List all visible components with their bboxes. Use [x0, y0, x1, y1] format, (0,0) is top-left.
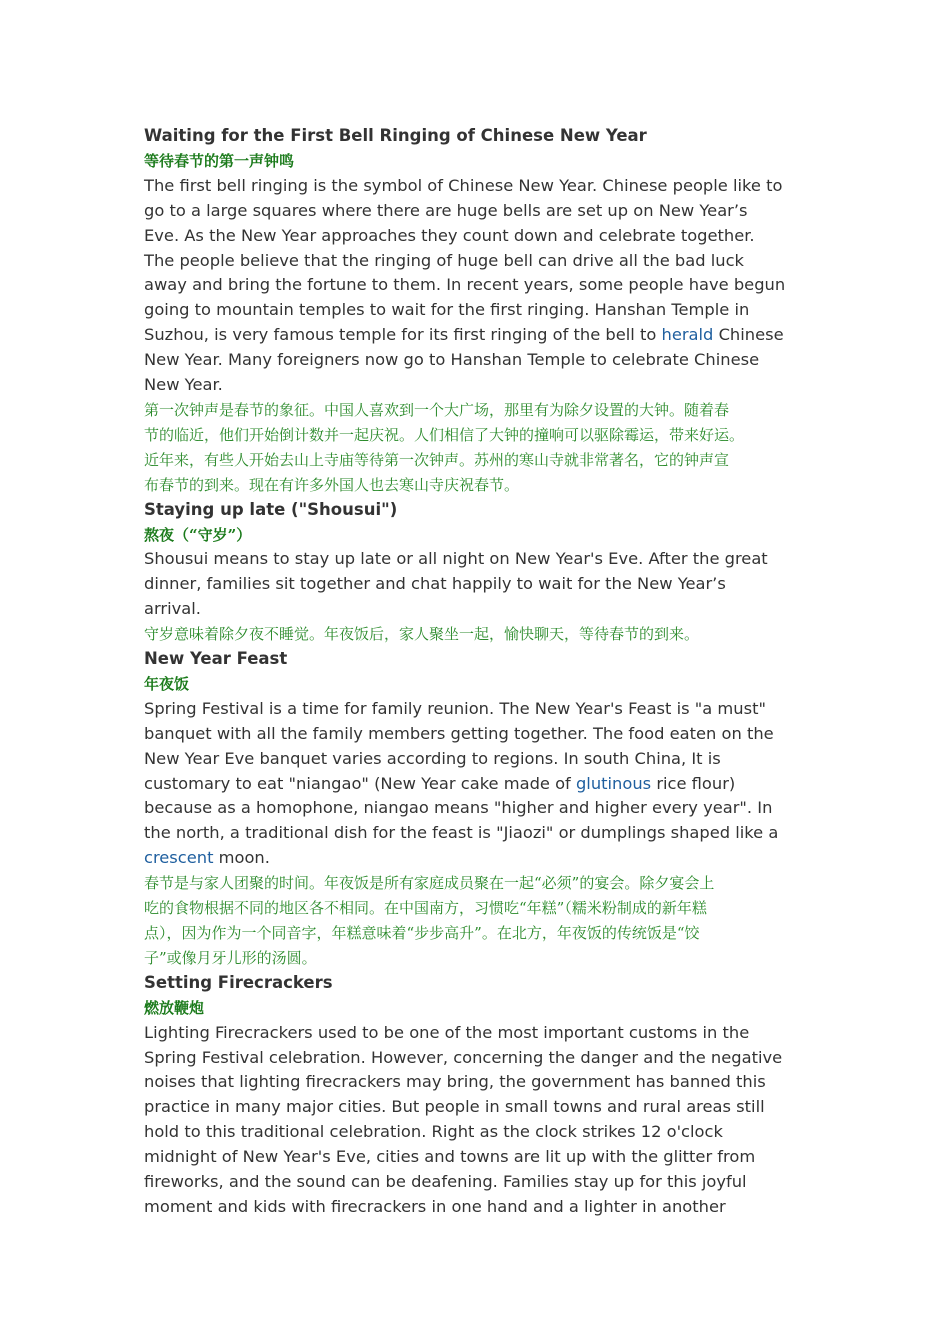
- english-line: New Year. Many foreigners now go to Hanshan Temple to celebrate Chinese: [144, 350, 760, 370]
- english-line: moment and kids with firecrackers in one hand and a lighter in another: [144, 1196, 726, 1216]
- chinese-line: 守岁意味着除夕夜不睡觉。年夜饭后，家人聚坐一起，愉快聊天，等待春节的到来。: [144, 625, 700, 644]
- chinese-line: 第一次钟声是春节的象征。中国人喜欢到一个大广场，那里有为除夕设置的大钟。随着春: [144, 400, 730, 419]
- crescent-link[interactable]: crescent: [144, 848, 214, 868]
- section-new-year-feast: [144, 647, 820, 971]
- english-line: the north, a traditional dish for the feast is "Jiaozi" or dumplings shaped like a: [144, 823, 779, 843]
- english-line: Lighting Firecrackers used to be one of the most important customs in the: [144, 1022, 750, 1042]
- english-line: arrival.: [144, 599, 201, 619]
- chinese-line: 春节是与家人团聚的时间。年夜饭是所有家庭成员聚在一起“必须”的宴会。除夕宴会上: [144, 874, 715, 893]
- english-line: banquet with all the family members getting together. The food eaten on the: [144, 723, 774, 743]
- section-title-chinese: 燃放鞭炮: [144, 998, 205, 1017]
- section-title-chinese: 熬夜（“守岁”）: [144, 525, 252, 544]
- herald-link[interactable]: herald: [661, 325, 714, 345]
- section-title-chinese: 年夜饭: [144, 674, 190, 693]
- english-line: noises that lighting firecrackers may bring, the government has banned this: [144, 1072, 766, 1092]
- english-line: Eve. As the New Year approaches they count down and celebrate together.: [144, 225, 755, 245]
- english-line: The people believe that the ringing of huge bell can drive all the bad luck: [144, 250, 744, 270]
- chinese-line: 吃的食物根据不同的地区各不相同。在中国南方，习惯吃“年糕”（糯米粉制成的新年糕: [144, 899, 707, 918]
- text-after-link: rice flour): [651, 773, 736, 793]
- english-line: The first bell ringing is the symbol of Chinese New Year. Chinese people like to: [144, 175, 783, 195]
- section-shousui: [144, 498, 820, 647]
- section-title: Staying up late ("Shousui"): [144, 499, 398, 519]
- section-title: Waiting for the First Bell Ringing of Chinese New Year: [144, 126, 647, 145]
- english-line-with-link: [144, 323, 820, 348]
- english-line: midnight of New Year's Eve, cities and towns are lit up with the glitter from: [144, 1147, 756, 1167]
- chinese-line: 布春节的到来。现在有许多外国人也去寒山寺庆祝春节。: [144, 475, 520, 494]
- section-title: New Year Feast: [144, 649, 288, 669]
- glutinous-link[interactable]: glutinous: [575, 773, 652, 793]
- chinese-line: 子”或像月牙儿形的汤圆。: [144, 948, 317, 967]
- section-title-chinese: 等待春节的第一声钟鸣: [144, 151, 295, 170]
- english-line: New Year Eve banquet varies according to regions. In south China, It is: [144, 748, 721, 768]
- english-line: going to mountain temples to wait for the first ringing. Hanshan Temple in: [144, 300, 750, 320]
- english-line: fireworks, and the sound can be deafening. Families stay up for this joyful: [144, 1172, 747, 1192]
- english-line: New Year.: [144, 375, 223, 395]
- section-title: Setting Firecrackers: [144, 972, 333, 992]
- section-first-bell: [144, 124, 820, 498]
- english-line: practice in many major cities. But people in small towns and rural areas still: [144, 1097, 765, 1117]
- document-page: [144, 124, 820, 1220]
- english-line: Spring Festival is a time for family reunion. The New Year's Feast is "a must": [144, 698, 766, 718]
- english-line: go to a large squares where there are huge bells are set up on New Year’s: [144, 200, 748, 220]
- english-line: dinner, families sit together and chat happily to wait for the New Year’s: [144, 574, 726, 594]
- english-line: away and bring the fortune to them. In recent years, some people have begun: [144, 275, 786, 295]
- english-line: because as a homophone, niangao means "higher and higher every year". In: [144, 798, 773, 818]
- text-before-link: Suzhou, is very famous temple for its first ringing of the bell to: [144, 325, 662, 345]
- text-before-link: customary to eat "niangao" (New Year cake made of: [144, 773, 576, 793]
- text-after-link: moon.: [213, 848, 270, 868]
- chinese-line: 点），因为作为一个同音字，年糕意味着“步步高升”。在北方，年夜饭的传统饭是“饺: [144, 924, 700, 942]
- english-line-with-link: [144, 846, 820, 871]
- text-after-link: Chinese: [713, 325, 784, 345]
- english-line: Shousui means to stay up late or all night on New Year's Eve. After the great: [144, 549, 768, 569]
- english-line: Spring Festival celebration. However, concerning the danger and the negative: [144, 1047, 783, 1067]
- chinese-line: 节的临近，他们开始倒计数并一起庆祝。人们相信了大钟的撞响可以驱除霉运，带来好运。: [144, 425, 745, 444]
- english-line: hold to this traditional celebration. Right as the clock strikes 12 o'clock: [144, 1122, 723, 1142]
- section-firecrackers: [144, 971, 820, 1220]
- english-line-with-link: [144, 772, 820, 797]
- chinese-line: 近年来，有些人开始去山上寺庙等待第一次钟声。苏州的寒山寺就非常著名，它的钟声宣: [144, 450, 730, 469]
